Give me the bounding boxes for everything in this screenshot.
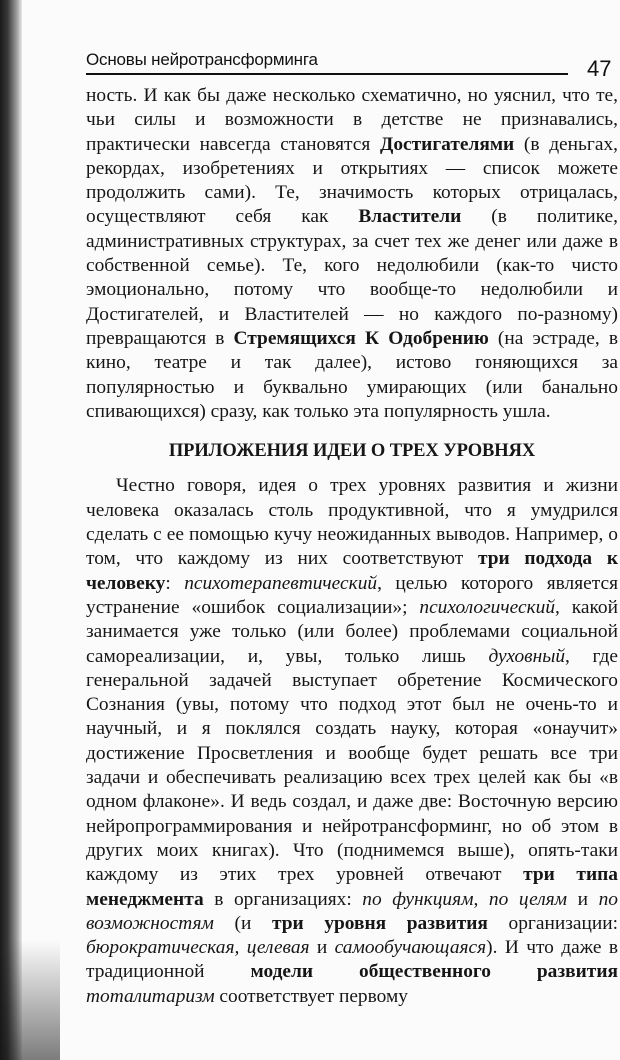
text-run: (в политике, административных структурах, за счет тех же денег или даже в собственной семье). Те, кого недолюбили (как-то чисто эмоционально, потому что вообще-то недолюбили и Достигателей, и Властителей — но каждого по-разному) превращаются в (86, 206, 619, 349)
bold-term-social-model: модели общественного развития (250, 961, 618, 983)
italic-term: самообучающаяся (334, 937, 487, 959)
italic-term: психотерапевтический (184, 572, 378, 594)
bold-term-management-types: три типа менеджмента (86, 864, 618, 910)
body-text (86, 84, 618, 1009)
text-run: соответствует первому (214, 985, 408, 1007)
text-run: , целью которого является устранение «ошибок социализации»; (86, 572, 618, 618)
text-run: (в деньгах, рекордах, изобретениях и открытиях — список можете продолжить сами). Те, значимость которых отрицалась, осуществляют себя как (86, 133, 618, 228)
running-title: Основы нейротрансформинга (86, 50, 318, 69)
italic-term: по возможностям (86, 888, 618, 934)
text-run: ). И что даже в традиционной (86, 937, 618, 983)
page-corner-shadow (0, 940, 60, 1060)
section-heading: ПРИЛОЖЕНИЯ ИДЕИ О ТРЕХ УРОВНЯХ (168, 441, 536, 462)
text-run: , (473, 888, 489, 910)
page-number: 47 (587, 56, 612, 81)
text-run: : (165, 572, 185, 594)
text-run: (и (213, 912, 272, 934)
book-spine-shadow (0, 0, 22, 1060)
bold-term-achievers: Достигателями (379, 133, 515, 155)
text-run: и (309, 937, 335, 959)
text-run: , где генеральной задачей выступает обретение Космического Сознания (увы, потому что подход этот был не очень-то и научный, и я поклялся создать науку, которая «онаучит» достижение Просветления и вообще будет решать все три задачи и обеспечивать реализацию всех трех целей как бы «в одном флаконе». И ведь создал, и даже две: Восточную версию нейропрограммирования и нейротрансформинг, но об этом в других моих книгах). Что (поднимемся выше), опять-таки каждому из этих трех уровней отвечают (86, 645, 619, 886)
bold-term-development-levels: три уровня развития (271, 912, 488, 934)
bold-term-three-approaches: три подхода к человеку (86, 548, 618, 594)
text-run: , какой занимается уже только (или более) проблемами социальной самореализации, и, увы, только лишь (86, 596, 619, 667)
bold-term-approval-seekers: Стремящихся К Одобрению (233, 327, 489, 349)
bold-term-rulers: Властители (358, 206, 462, 228)
text-run: ность. И как бы даже несколько схематично, но уяснил, что те, чьи силы и возможности в детстве не признавались, практически навсегда становятся (86, 85, 618, 155)
italic-term: бюрократическая, целевая (86, 937, 310, 959)
italic-term: по функциям (362, 888, 474, 910)
italic-term: по целям (488, 888, 568, 910)
text-run: (на эстраде, в кино, театре и так далее), истово гоняющихся за популярностью и буквально умирающих (или банально спивающихся) сразу, как только эта популярность ушла. (86, 327, 618, 422)
italic-term: психологический (419, 596, 556, 618)
paragraph (86, 474, 618, 1009)
text-run: в организациях: (203, 888, 363, 910)
text-run: и (567, 888, 599, 910)
header-rule (86, 73, 568, 75)
italic-term: тоталитаризм (86, 985, 215, 1007)
text-run: Честно говоря, идея о трех уровнях развития и жизни человека оказалась столь продуктивной, что я умудрился сделать с ее помощью кучу неожиданных выводов. Например, о том, что каждому из них соответствуют (86, 475, 618, 570)
italic-term: духовный (488, 645, 566, 667)
text-run: организации: (487, 912, 619, 934)
paragraph-continuation (86, 84, 618, 424)
